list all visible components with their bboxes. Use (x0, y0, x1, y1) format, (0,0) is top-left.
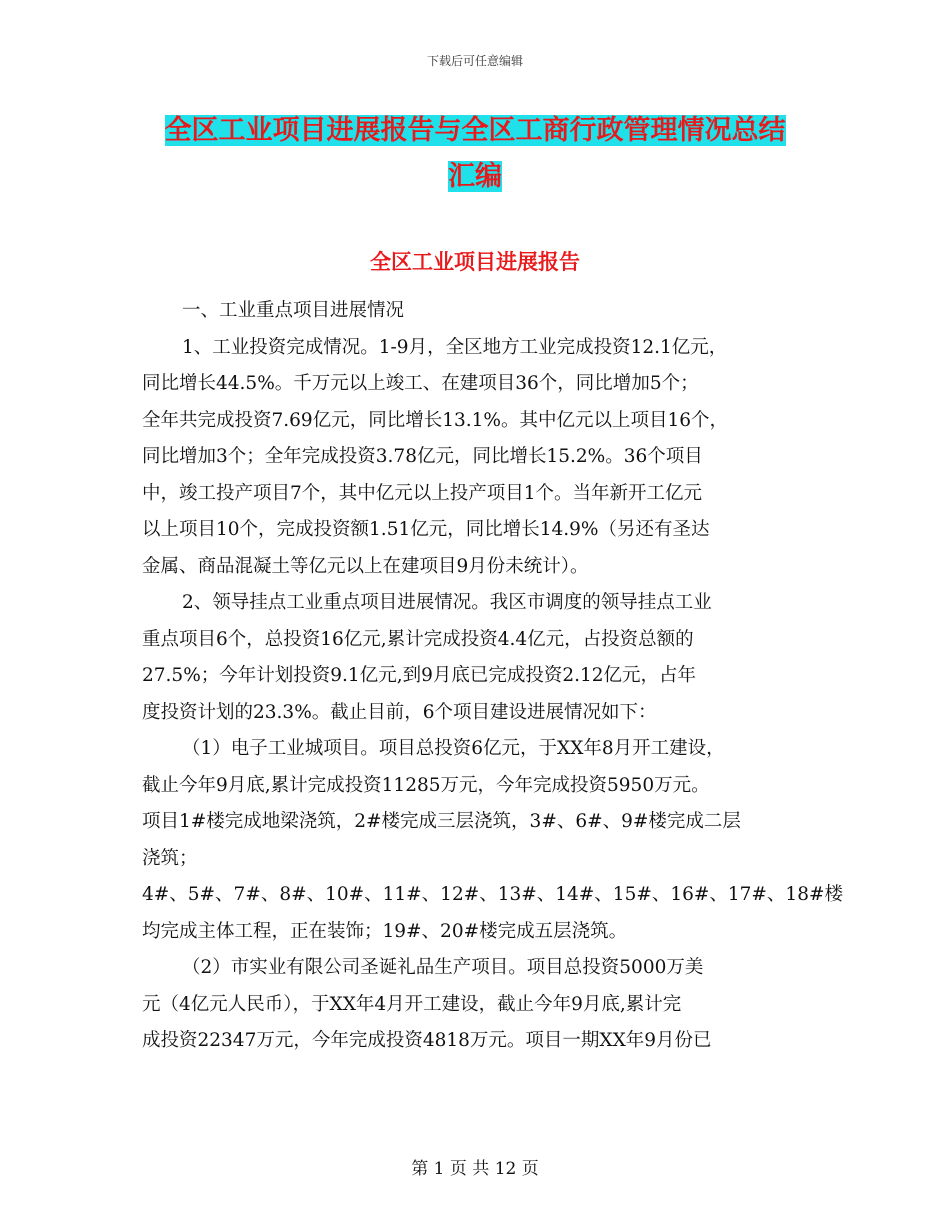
document-title (140, 108, 810, 200)
body-line: （2）市实业有限公司圣诞礼品生产项目。项目总投资5000万美 (182, 957, 704, 978)
body-line: 1、工业投资完成情况。1-9月，全区地方工业完成投资12.1亿元， (182, 336, 728, 358)
body-line: 同比增长44.5%。千万元以上竣工、在建项目36个，同比增加5个； (142, 373, 699, 394)
body-line: 2、领导挂点工业重点项目进展情况。我区市调度的领导挂点工业 (182, 592, 712, 613)
body-line: 同比增加3个；全年完成投资3.78亿元，同比增长15.2%。36个项目 (142, 446, 703, 467)
body-line: 27.5%；今年计划投资9.1亿元,到9月底已完成投资2.12亿元，占年 (142, 665, 697, 686)
body-line: 一、工业重点项目进展情况 (182, 300, 405, 321)
header-note: 下载后可任意编辑 (426, 54, 523, 68)
body-line: 重点项目6个，总投资16亿元,累计完成投资4.4亿元，占投资总额的 (142, 628, 694, 650)
section-title: 全区工业项目进展报告 (370, 250, 580, 274)
body-line: 项目1#楼完成地梁浇筑，2#楼完成三层浇筑，3#、6#、9#楼完成二层 (142, 811, 741, 832)
body-line: 成投资22347万元，今年完成投资4818万元。项目一期XX年9月份已 (142, 1030, 712, 1051)
body-line: 以上项目10个，完成投资额1.51亿元，同比增长14.9%（另还有圣达 (142, 519, 710, 540)
body-line: 浇筑； (142, 847, 198, 869)
body-line: 元（4亿元人民币），于XX年4月开工建设，截止今年9月底,累计完 (142, 993, 682, 1015)
body-line: 金属、商品混凝土等亿元以上在建项目9月份未统计）。 (142, 555, 589, 577)
body-line: 度投资计划的23.3%。截止目前，6个项目建设进展情况如下： (142, 701, 657, 723)
body-line: 4#、5#、7#、8#、10#、11#、12#、13#、14#、15#、16#、17#、18#楼 (142, 884, 843, 905)
body-line: 全年共完成投资7.69亿元，同比增长13.1%。其中亿元以上项目16个， (142, 409, 729, 431)
body-text (142, 293, 843, 1060)
body-line: 均完成主体工程，正在装饰；19#、20#楼完成五层浇筑。 (142, 920, 628, 942)
page-footer: 第 1 页 共 12 页 (411, 1159, 539, 1179)
body-line: 截止今年9月底,累计完成投资11285万元，今年完成投资5950万元。 (142, 774, 710, 796)
document-title-line1: 全区工业项目进展报告与全区工商行政管理情况总结 (164, 115, 786, 146)
body-line: 中，竣工投产项目7个，其中亿元以上投产项目1个。当年新开工亿元 (142, 482, 703, 504)
document-title-line2: 汇编 (448, 161, 502, 192)
body-line: （1）电子工业城项目。项目总投资6亿元，于XX年8月开工建设， (182, 738, 725, 759)
